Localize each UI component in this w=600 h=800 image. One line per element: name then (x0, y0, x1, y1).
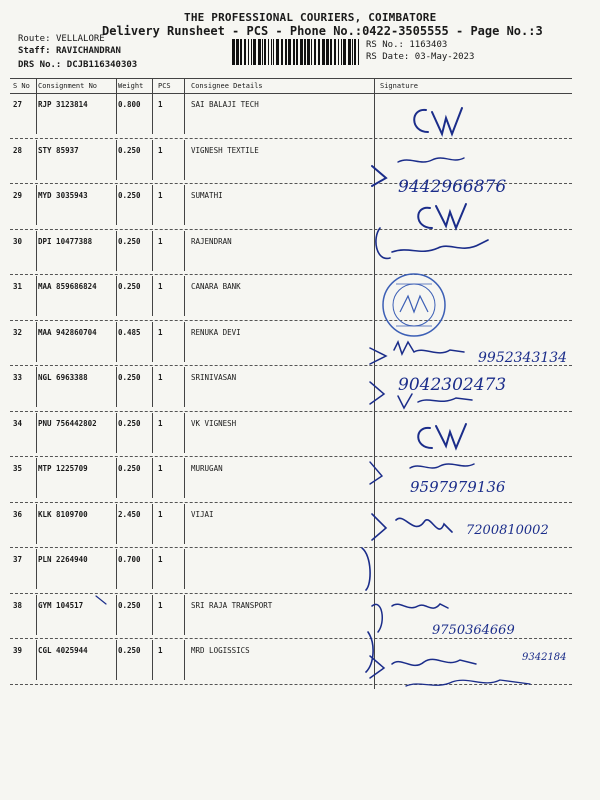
cell-pcs: 1 (158, 509, 163, 519)
table-row (0, 504, 600, 549)
drs-label: DRS No.: (18, 60, 62, 70)
cell-weight: 0.250 (118, 191, 141, 200)
cell-weight: 0.250 (118, 600, 141, 610)
handwritten-phone-39: 9342184 (522, 652, 567, 663)
barcode-icon (232, 39, 360, 65)
cell-consignment: PNU 756442802 (38, 418, 97, 428)
col-divider (184, 94, 185, 134)
cell-consignee: VIGNESH TEXTILE (191, 145, 259, 155)
cell-sno: 38 (13, 600, 23, 610)
cell-weight: 0.250 (118, 282, 141, 291)
col-divider (152, 276, 153, 316)
cell-consignment: CGL 4025944 (38, 646, 88, 655)
col-divider (36, 549, 37, 589)
cell-weight: 2.450 (118, 509, 141, 519)
drs-value: DCJB116340303 (66, 60, 138, 70)
cell-weight: 0.250 (118, 464, 141, 473)
col-divider (36, 140, 37, 180)
barcode-bar (330, 39, 332, 65)
col-signature: Signature (380, 82, 418, 90)
row-rule (10, 320, 572, 321)
barcode-bar (338, 39, 339, 65)
row-rule (10, 638, 572, 639)
table-row (0, 231, 600, 276)
col-divider (152, 413, 153, 453)
cell-sno: 36 (13, 509, 23, 519)
table-row (0, 595, 600, 640)
table-row (0, 140, 600, 185)
cell-sno: 32 (13, 327, 23, 337)
cell-sno: 28 (13, 145, 23, 155)
col-divider (36, 504, 37, 544)
table-row (0, 549, 600, 594)
cell-pcs: 1 (158, 464, 163, 473)
col-divider (116, 549, 117, 589)
cell-weight: 0.485 (118, 327, 141, 337)
col-divider (184, 549, 185, 589)
cell-weight: 0.250 (118, 145, 141, 155)
col-divider (184, 458, 185, 498)
barcode-bar (281, 39, 283, 65)
cell-consignment: MAA 942860704 (38, 327, 97, 337)
cell-consignment: KLK 8109700 (38, 509, 88, 519)
cell-consignment: STY 85937 (38, 145, 79, 155)
cell-weight: 0.250 (118, 373, 141, 382)
barcode-bar (248, 39, 249, 65)
cell-consignee: SUMATHI (191, 191, 223, 200)
cell-consignee: SRI RAJA TRANSPORT (191, 600, 273, 610)
barcode-bar (236, 39, 239, 65)
row-rule (10, 138, 572, 139)
barcode-bar (240, 39, 242, 65)
col-divider (116, 413, 117, 453)
col-divider (36, 367, 37, 407)
rs-date-label: RS Date: (366, 52, 410, 62)
table-row (0, 322, 600, 367)
col-divider (36, 94, 37, 134)
col-divider (36, 413, 37, 453)
col-divider (36, 595, 37, 635)
col-divider (152, 140, 153, 180)
barcode-bar (352, 39, 353, 65)
col-divider (184, 276, 185, 316)
cell-pcs: 1 (158, 327, 163, 337)
staff-value: RAVICHANDRAN (55, 46, 121, 56)
col-divider (36, 322, 37, 362)
row-rule (10, 229, 572, 230)
handwritten-phone-36: 7200810002 (466, 523, 549, 538)
col-divider (152, 185, 153, 225)
barcode-bar (268, 39, 269, 65)
barcode-bar (264, 39, 266, 65)
barcode-bar (354, 39, 356, 65)
cell-consignee: CANARA BANK (191, 282, 241, 291)
barcode-bar (311, 39, 312, 65)
col-divider (116, 640, 117, 680)
cell-consignee: MRD LOGISSICS (191, 646, 250, 655)
barcode-bar (322, 39, 325, 65)
cell-sno: 39 (13, 646, 23, 655)
row-rule (10, 365, 572, 366)
route-label: Route: (18, 34, 51, 44)
barcode-bar (314, 39, 316, 65)
row-rule (10, 684, 572, 685)
cell-weight: 0.250 (118, 236, 141, 246)
col-divider (152, 322, 153, 362)
barcode-bar (343, 39, 346, 65)
col-divider (184, 367, 185, 407)
drs-line (18, 60, 137, 70)
cell-pcs: 1 (158, 145, 163, 155)
barcode-bar (273, 39, 274, 65)
col-divider (116, 94, 117, 134)
col-divider (184, 504, 185, 544)
staff-label: Staff: (18, 46, 51, 56)
barcode-bar (244, 39, 246, 65)
handwritten-phone-32: 9952343134 (478, 350, 568, 366)
barcode-bar (293, 39, 295, 65)
cell-weight: 0.250 (118, 418, 141, 428)
cell-pcs: 1 (158, 191, 163, 200)
row-rule (10, 274, 572, 275)
col-divider (184, 595, 185, 635)
cell-pcs: 1 (158, 373, 163, 382)
table-row (0, 94, 600, 139)
col-divider (184, 640, 185, 680)
row-rule (10, 502, 572, 503)
cell-consignee: VIJAI (191, 509, 214, 519)
col-divider (152, 458, 153, 498)
cell-consignee: SRINIVASAN (191, 373, 237, 382)
col-divider (116, 367, 117, 407)
col-divider (184, 185, 185, 225)
col-divider (36, 79, 37, 93)
barcode-bar (276, 39, 279, 65)
cell-consignment: MTP 1225709 (38, 464, 88, 473)
cell-sno: 29 (13, 191, 23, 200)
col-pcs: PCS (158, 82, 171, 90)
col-divider (116, 595, 117, 635)
staff-line (18, 46, 121, 56)
cell-pcs: 1 (158, 555, 163, 564)
col-divider (152, 94, 153, 134)
col-divider (184, 79, 185, 93)
runsheet-title: Delivery Runsheet - PCS - Phone No.:0422-3505555 - Page No.:3 (102, 24, 543, 38)
cell-sno: 30 (13, 236, 23, 246)
company-name: THE PROFESSIONAL COURIERS, COIMBATORE (184, 11, 437, 24)
cell-consignment: RJP 3123814 (38, 100, 88, 109)
col-divider (116, 140, 117, 180)
cell-pcs: 1 (158, 418, 163, 428)
barcode-bar (258, 39, 261, 65)
row-rule (10, 547, 572, 548)
barcode-bar (253, 39, 256, 65)
barcode-bar (348, 39, 351, 65)
col-divider (152, 549, 153, 589)
cell-pcs: 1 (158, 282, 163, 291)
barcode-bar (251, 39, 252, 65)
cell-consignee: SAI BALAJI TECH (191, 100, 259, 109)
cell-sno: 27 (13, 100, 23, 109)
cell-consignment: DPI 10477388 (38, 236, 93, 246)
cell-consignee: RENUKA DEVI (191, 327, 241, 337)
barcode-bar (318, 39, 320, 65)
cell-consignment: PLN 2264940 (38, 555, 88, 564)
cell-consignee: VK VIGNESH (191, 418, 237, 428)
col-divider (116, 231, 117, 271)
cell-weight: 0.250 (118, 646, 141, 655)
table-row (0, 185, 600, 230)
cell-sno: 31 (13, 282, 23, 291)
cell-consignee: MURUGAN (191, 464, 223, 473)
cell-consignee: RAJENDRAN (191, 236, 232, 246)
table-row (0, 458, 600, 503)
barcode-bar (358, 39, 359, 65)
col-divider (116, 79, 117, 93)
rs-number-line (366, 40, 447, 50)
rs-number-label: RS No.: (366, 40, 404, 50)
col-divider (184, 140, 185, 180)
barcode-bar (285, 39, 287, 65)
barcode-bar (307, 39, 310, 65)
col-divider (152, 79, 153, 93)
rs-number-value: 1163403 (409, 40, 448, 50)
col-divider (116, 458, 117, 498)
cell-sno: 34 (13, 418, 23, 428)
col-consignee: Consignee Details (191, 82, 263, 90)
col-divider (116, 276, 117, 316)
cell-pcs: 1 (158, 100, 163, 109)
cell-consignment: NGL 6963388 (38, 373, 88, 382)
table-row (0, 413, 600, 458)
barcode-bar (232, 39, 235, 65)
barcode-bar (296, 39, 298, 65)
col-divider (152, 367, 153, 407)
col-divider (36, 458, 37, 498)
handwritten-phone-38: 9750364669 (432, 623, 515, 638)
col-divider (36, 276, 37, 316)
cell-sno: 35 (13, 464, 23, 473)
col-divider (184, 231, 185, 271)
handwritten-phone-28: 9442966876 (398, 177, 507, 197)
cell-sno: 33 (13, 373, 23, 382)
barcode-bar (262, 39, 263, 65)
barcode-bar (271, 39, 272, 65)
col-weight: Weight (118, 82, 144, 90)
col-divider (152, 640, 153, 680)
col-divider (116, 322, 117, 362)
col-divider (184, 413, 185, 453)
col-divider (116, 185, 117, 225)
table-row (0, 367, 600, 412)
rs-date-value: 03-May-2023 (414, 52, 475, 62)
cell-weight: 0.800 (118, 100, 141, 109)
cell-pcs: 1 (158, 236, 163, 246)
col-consignment: Consignment No (38, 82, 98, 90)
barcode-bar (300, 39, 303, 65)
col-divider (36, 640, 37, 680)
barcode-bar (341, 39, 342, 65)
row-rule (10, 456, 572, 457)
handwritten-phone-35: 9597979136 (410, 478, 506, 496)
row-rule (10, 411, 572, 412)
col-divider (152, 595, 153, 635)
col-divider (36, 185, 37, 225)
rs-date-line (366, 52, 474, 62)
col-divider (152, 504, 153, 544)
cell-pcs: 1 (158, 646, 163, 655)
handwritten-phone-33: 9042302473 (398, 375, 507, 395)
cell-consignment: MAA 859686824 (38, 282, 97, 291)
col-sno: S No (13, 82, 30, 90)
table-header (0, 79, 600, 93)
cell-consignment: MYD 3035943 (38, 191, 88, 200)
cell-sno: 37 (13, 555, 23, 564)
col-divider (36, 231, 37, 271)
table-row (0, 276, 600, 321)
cell-pcs: 1 (158, 600, 163, 610)
barcode-bar (288, 39, 291, 65)
col-divider (184, 322, 185, 362)
barcode-bar (334, 39, 336, 65)
row-rule (10, 593, 572, 594)
table-row (0, 640, 600, 685)
route-value: VELLALORE (55, 34, 105, 44)
cell-consignment: GYM 104517 (38, 600, 84, 610)
route-line (18, 34, 105, 44)
col-divider (116, 504, 117, 544)
cell-weight: 0.700 (118, 555, 141, 564)
row-rule (10, 183, 572, 184)
col-divider (152, 231, 153, 271)
barcode-bar (326, 39, 329, 65)
barcode-bar (304, 39, 306, 65)
